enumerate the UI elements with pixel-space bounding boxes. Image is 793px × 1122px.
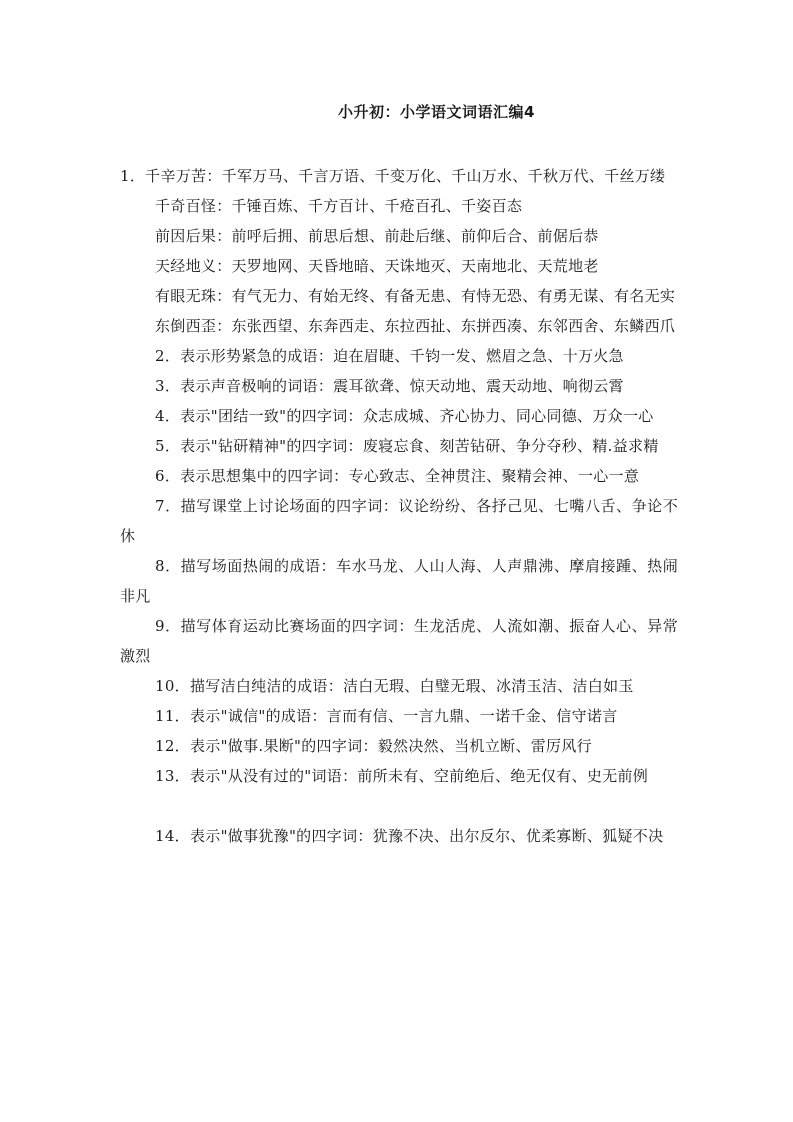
paragraph-3: 前因后果：前呼后拥、前思后想、前赴后继、前仰后合、前倨后恭 — [155, 227, 599, 245]
paragraph-10: 5．表示"钻研精神"的四字词：废寝忘食、刻苦钻研、争分夺秒、精.益求精 — [155, 437, 659, 455]
paragraph-12: 7．描写课堂上讨论场面的四字词：议论纷纷、各抒己见、七嘴八舌、争论不休 — [120, 497, 678, 545]
paragraph-19: 14．表示"做事犹豫"的四字词：犹豫不决、出尔反尔、优柔寡断、狐疑不决 — [155, 827, 664, 845]
paragraph-2: 千奇百怪：千锤百炼、千方百计、千疮百孔、千姿百态 — [155, 197, 523, 215]
paragraph-18: 13．表示"从没有过的"词语：前所未有、空前绝后、绝无仅有、史无前例 — [155, 767, 649, 785]
paragraph-5: 有眼无珠：有气无力、有始无终、有备无患、有恃无恐、有勇无谋、有名无实 — [155, 287, 676, 305]
paragraph-13: 8．描写场面热闹的成语：车水马龙、人山人海、人声鼎沸、摩肩接踵、热闹非凡 — [120, 557, 678, 605]
paragraph-1: 1．千辛万苦：千军万马、千言万语、千变万化、千山万水、千秋万代、千丝万缕 — [120, 167, 666, 185]
page-title: 小升初：小学语文词语汇编4 — [338, 103, 535, 121]
paragraph-16: 11．表示"诚信"的成语：言而有信、一言九鼎、一诺千金、信守诺言 — [155, 707, 618, 725]
paragraph-11: 6．表示思想集中的四字词：专心致志、全神贯注、聚精会神、一心一意 — [155, 467, 640, 485]
paragraph-8: 3．表示声音极响的词语：震耳欲聋、惊天动地、震天动地、响彻云霄 — [155, 377, 624, 395]
paragraph-14: 9．描写体育运动比赛场面的四字词：生龙活虎、人流如潮、振奋人心、异常激烈 — [120, 617, 678, 665]
paragraph-15: 10．描写洁白纯洁的成语：洁白无瑕、白璧无瑕、冰清玉洁、洁白如玉 — [155, 677, 634, 695]
paragraph-7: 2．表示形势紧急的成语：迫在眉睫、千钧一发、燃眉之急、十万火急 — [155, 347, 624, 365]
paragraph-gap — [120, 791, 678, 821]
paragraph-17: 12．表示"做事.果断"的四字词：毅然决然、当机立断、雷厉风行 — [155, 737, 592, 755]
paragraph-9: 4．表示"团结一致"的四字词：众志成城、齐心协力、同心同德、万众一心 — [155, 407, 654, 425]
document-body — [120, 161, 678, 851]
paragraph-4: 天经地义：天罗地网、天昏地暗、天诛地灭、天南地北、天荒地老 — [155, 257, 599, 275]
paragraph-6: 东倒西歪：东张西望、东奔西走、东拉西扯、东拼西凑、东邻西舍、东鳞西爪 — [155, 317, 676, 335]
